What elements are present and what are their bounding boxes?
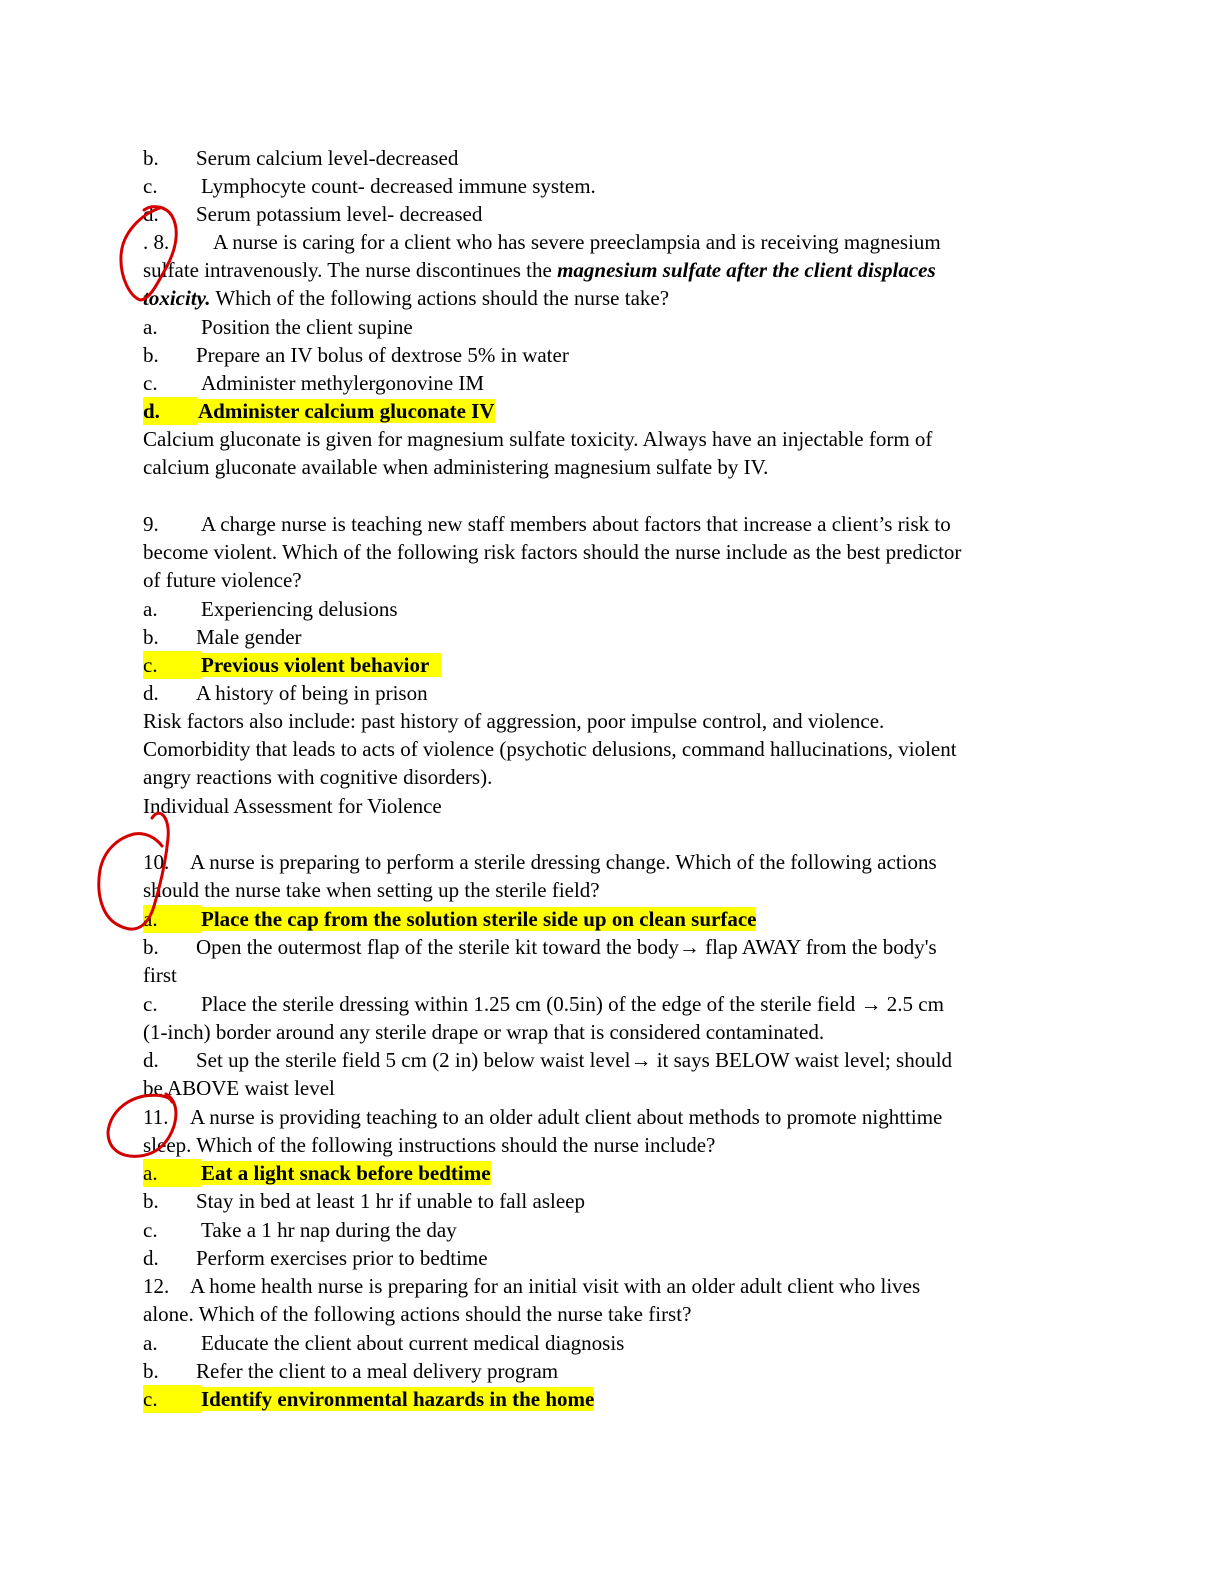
option-label: b.	[143, 935, 159, 959]
q8-option-c	[143, 369, 484, 397]
q9-note-line-1: Risk factors also include: past history of aggression, poor impulse control, and violence.	[143, 709, 885, 733]
q12-stem-line-1	[143, 1272, 920, 1300]
option-text: Male gender	[196, 625, 302, 649]
q10-stem-line-2: should the nurse take when setting up the sterile field?	[143, 878, 600, 902]
q10-option-b	[143, 933, 937, 961]
option-text: Eat a light snack before bedtime	[201, 1161, 491, 1185]
q11-stem-line-2: sleep. Which of the following instructions should the nurse include?	[143, 1133, 716, 1157]
option-label: b.	[143, 1189, 159, 1213]
option-label: b.	[143, 1359, 159, 1383]
q8-rationale-line-2: calcium gluconate available when administering magnesium sulfate by IV.	[143, 455, 769, 479]
option-text: Administer methylergonovine IM	[201, 371, 485, 395]
q12-option-a	[143, 1329, 624, 1357]
q10-stem-line-1	[143, 848, 937, 876]
question-text: A nurse is providing teaching to an older adult client about methods to promote nighttime	[190, 1105, 943, 1129]
question-text: A nurse is preparing to perform a sterile dressing change. Which of the following actions	[190, 850, 937, 874]
q9-option-b	[143, 623, 302, 651]
q8-stem-line-2	[143, 256, 936, 284]
q10-option-a-correct	[143, 905, 756, 933]
option-label: c.	[143, 992, 158, 1016]
option-text: Place the sterile dressing within 1.25 cm (0.5in) of the edge of the sterile field → 2.5 cm	[201, 992, 944, 1016]
option-text: Position the client supine	[201, 315, 413, 339]
option-label: a.	[143, 1159, 201, 1187]
option-text: Perform exercises prior to bedtime	[196, 1246, 488, 1270]
q8-option-b	[143, 341, 569, 369]
q9-note-line-2: Comorbidity that leads to acts of violence (psychotic delusions, command hallucinations, violent	[143, 737, 957, 761]
q7-option-c	[143, 172, 596, 200]
question-number: 11.	[143, 1105, 169, 1129]
q11-option-a-correct	[143, 1159, 491, 1187]
q8-option-d-correct	[143, 397, 495, 425]
option-text: Previous violent behavior	[201, 653, 441, 677]
option-text: Lymphocyte count- decreased immune system.	[201, 174, 596, 198]
question-number: . 8.	[143, 230, 170, 254]
option-label: a.	[143, 597, 158, 621]
q10-option-b-continued: first	[143, 963, 177, 987]
option-label: d.	[143, 397, 198, 425]
question-text: sulfate intravenously. The nurse discontinues the	[143, 258, 558, 282]
option-text: Administer calcium gluconate IV	[198, 399, 495, 423]
option-text: Identify environmental hazards in the home	[201, 1387, 595, 1411]
option-text: Open the outermost flap of the sterile kit toward the body→ flap AWAY from the body's	[196, 935, 937, 959]
q12-stem-line-2: alone. Which of the following actions should the nurse take first?	[143, 1302, 692, 1326]
q9-note-line-3: angry reactions with cognitive disorders).	[143, 765, 493, 789]
q9-stem-line-1	[143, 510, 951, 538]
option-text: Stay in bed at least 1 hr if unable to fall asleep	[196, 1189, 585, 1213]
question-number: 9.	[143, 512, 159, 536]
option-text: Serum calcium level-decreased	[196, 146, 459, 170]
option-label: a.	[143, 1331, 158, 1355]
option-text: Prepare an IV bolus of dextrose 5% in water	[196, 343, 569, 367]
option-label: b.	[143, 343, 159, 367]
option-label: d.	[143, 1048, 159, 1072]
question-number: 10.	[143, 850, 170, 874]
option-label: d.	[143, 681, 159, 705]
q10-option-d	[143, 1046, 952, 1074]
option-label: b.	[143, 625, 159, 649]
q11-option-c	[143, 1216, 457, 1244]
q9-option-c-correct	[143, 651, 441, 679]
option-text: Set up the sterile field 5 cm (2 in) below waist level→ it says BELOW waist level; should	[196, 1048, 953, 1072]
q10-option-d-continued: be ABOVE waist level	[143, 1076, 335, 1100]
question-text: A home health nurse is preparing for an initial visit with an older adult client who lives	[190, 1274, 921, 1298]
q9-note-line-4: Individual Assessment for Violence	[143, 794, 442, 818]
option-label: b.	[143, 146, 159, 170]
option-text: A history of being in prison	[196, 681, 428, 705]
q9-stem-line-2: become violent. Which of the following risk factors should the nurse include as the best predictor	[143, 540, 962, 564]
q9-option-d	[143, 679, 428, 707]
q12-option-c-correct	[143, 1385, 594, 1413]
q10-option-c	[143, 990, 944, 1018]
question-text: A nurse is caring for a client who has severe preeclampsia and is receiving magnesium	[213, 230, 941, 254]
option-label: d.	[143, 202, 159, 226]
option-text: Serum potassium level- decreased	[196, 202, 483, 226]
q8-option-a	[143, 313, 413, 341]
q11-stem-line-1	[143, 1103, 942, 1131]
q12-option-b	[143, 1357, 558, 1385]
question-text: Which of the following actions should the nurse take?	[210, 286, 670, 310]
option-label: c.	[143, 1218, 158, 1242]
option-text: Place the cap from the solution sterile side up on clean surface	[201, 907, 757, 931]
q8-stem-line-1	[143, 228, 941, 256]
q11-option-b	[143, 1187, 585, 1215]
option-label: d.	[143, 1246, 159, 1270]
q11-option-d	[143, 1244, 488, 1272]
option-text: Take a 1 hr nap during the day	[201, 1218, 457, 1242]
q8-stem-line-3	[143, 284, 669, 312]
q9-stem-line-3: of future violence?	[143, 568, 302, 592]
q8-rationale-line-1: Calcium gluconate is given for magnesium sulfate toxicity. Always have an injectable form of	[143, 427, 933, 451]
option-text: Refer the client to a meal delivery program	[196, 1359, 559, 1383]
option-label: c.	[143, 174, 158, 198]
option-label: c.	[143, 1385, 201, 1413]
option-label: c.	[143, 651, 201, 679]
emphasized-text: toxicity.	[143, 286, 211, 310]
q7-option-b	[143, 144, 458, 172]
option-text: Experiencing delusions	[201, 597, 398, 621]
emphasized-text: magnesium sulfate after the client displaces	[557, 258, 936, 282]
question-text: A charge nurse is teaching new staff members about factors that increase a client’s risk to	[201, 512, 951, 536]
option-label: a.	[143, 315, 158, 339]
option-text: Educate the client about current medical diagnosis	[201, 1331, 625, 1355]
option-label: c.	[143, 371, 158, 395]
option-label: a.	[143, 905, 201, 933]
q9-option-a	[143, 595, 398, 623]
q7-option-d	[143, 200, 482, 228]
question-number: 12.	[143, 1274, 170, 1298]
q10-option-c-continued: (1-inch) border around any sterile drape or wrap that is considered contaminated.	[143, 1020, 825, 1044]
